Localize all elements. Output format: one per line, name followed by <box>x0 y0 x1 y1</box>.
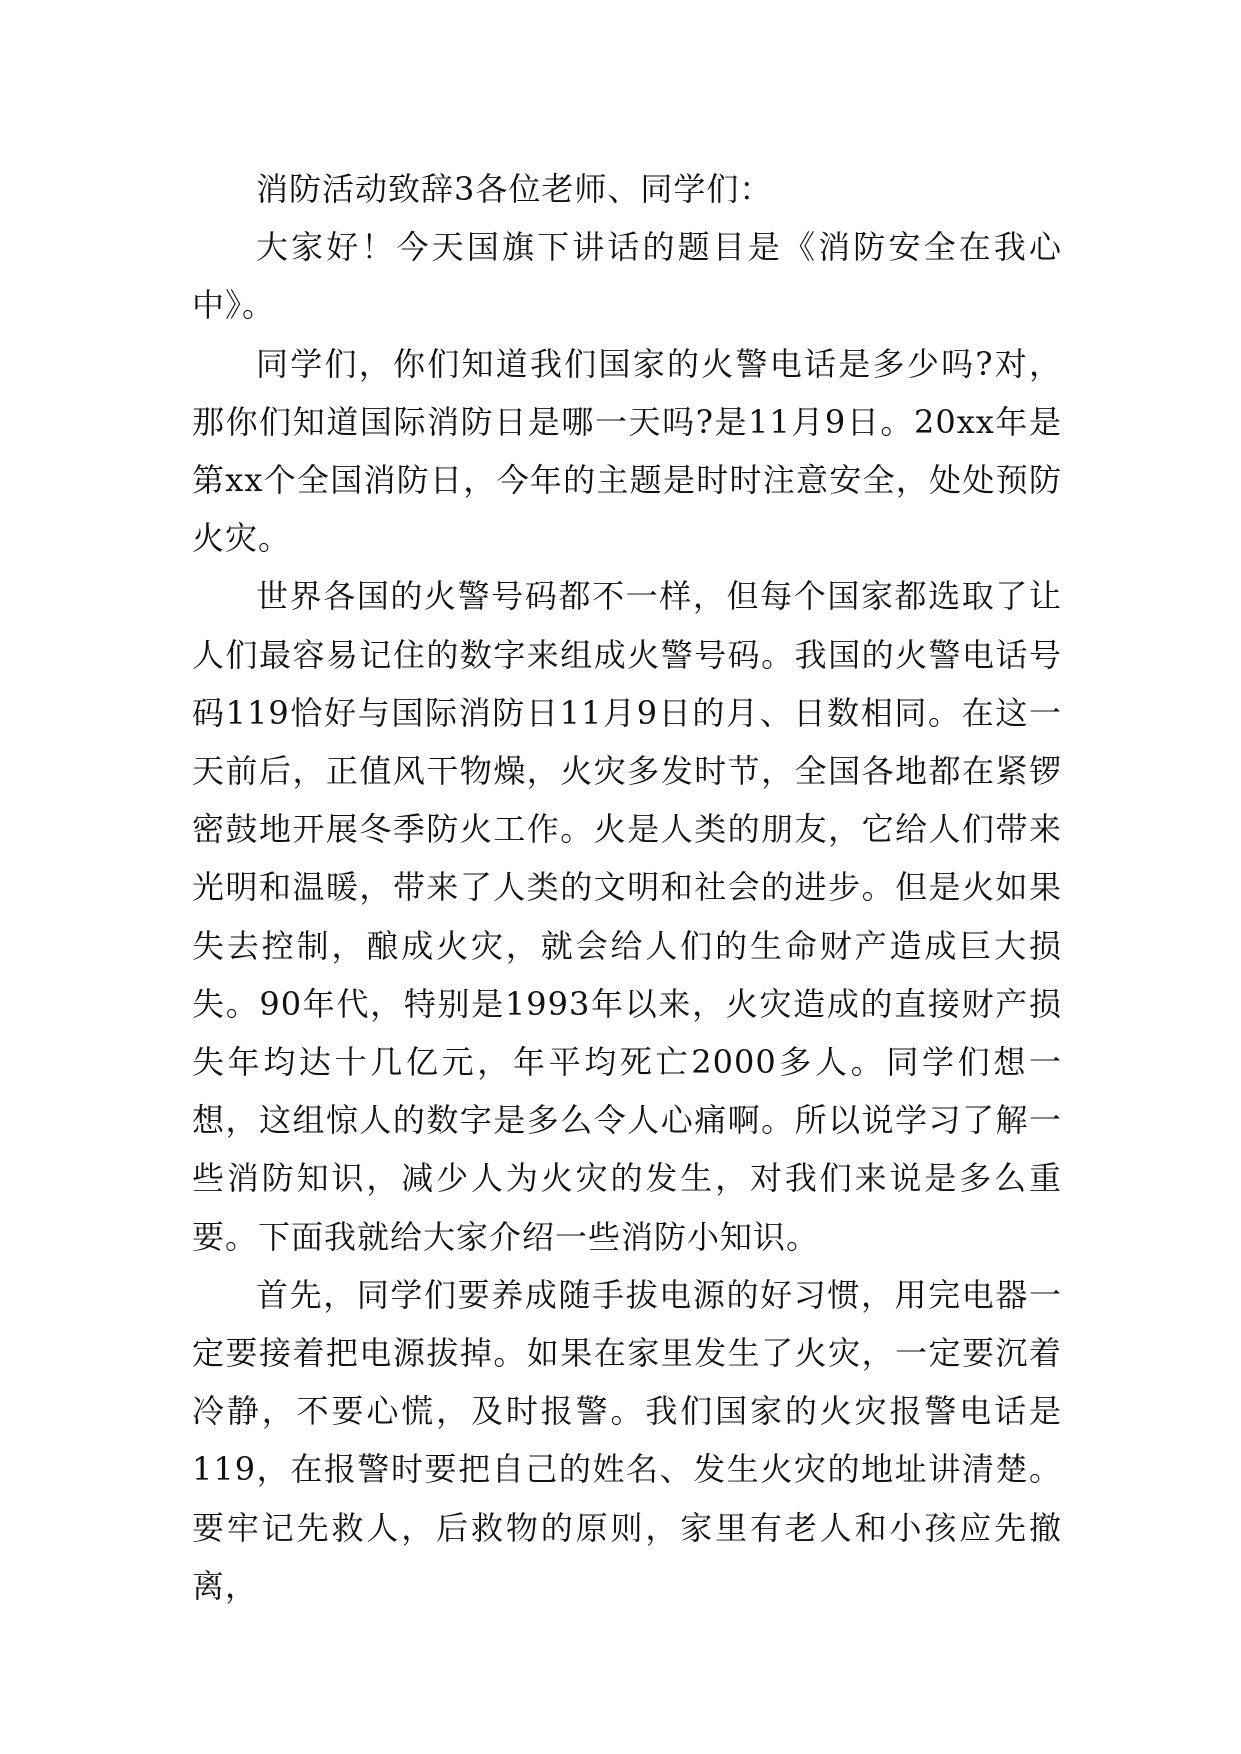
paragraph-safety-tips: 首先，同学们要养成随手拔电源的好习惯，用完电器一定要接着把电源拔掉。如果在家里发生了火灾，一定要沉着冷静，不要心慌，及时报警。我们国家的火灾报警电话是119，在报警时要把自己的姓名、发生火灾的地址讲清楚。要牢记先救人，后救物的原则，家里有老人和小孩应先撤离， <box>192 1275 1062 1605</box>
paragraph-title-greeting: 消防活动致辞3各位老师、同学们： <box>256 170 773 208</box>
document-body <box>192 160 1062 1615</box>
paragraph-fire-numbers: 世界各国的火警号码都不一样，但每个国家都选取了让人们最容易记住的数字来组成火警号码。我国的火警电话号码119恰好与国际消防日11月9日的月、日数相同。在这一天前后，正值风干物燥，火灾多发时节，全国各地都在紧锣密鼓地开展冬季防火工作。火是人类的朋友，它给人们带来光明和温暖，带来了人类的文明和社会的进步。但是火如果失去控制，酿成火灾，就会给人们的生命财产造成巨大损失。90年代，特别是1993年以来，火灾造成的直接财产损失年均达十几亿元，年平均死亡2000多人。同学们想一想，这组惊人的数字是多么令人心痛啊。所以说学习了解一些消防知识，减少人为火灾的发生，对我们来说是多么重要。下面我就给大家介绍一些消防小知识。 <box>192 577 1062 1256</box>
paragraph-opening: 大家好！今天国旗下讲话的题目是《消防安全在我心中》。 <box>192 228 1062 325</box>
paragraph-fire-day: 同学们，你们知道我们国家的火警电话是多少吗?对，那你们知道国际消防日是哪一天吗?是11月9日。20xx年是第xx个全国消防日，今年的主题是时时注意安全，处处预防火灾。 <box>192 344 1062 558</box>
